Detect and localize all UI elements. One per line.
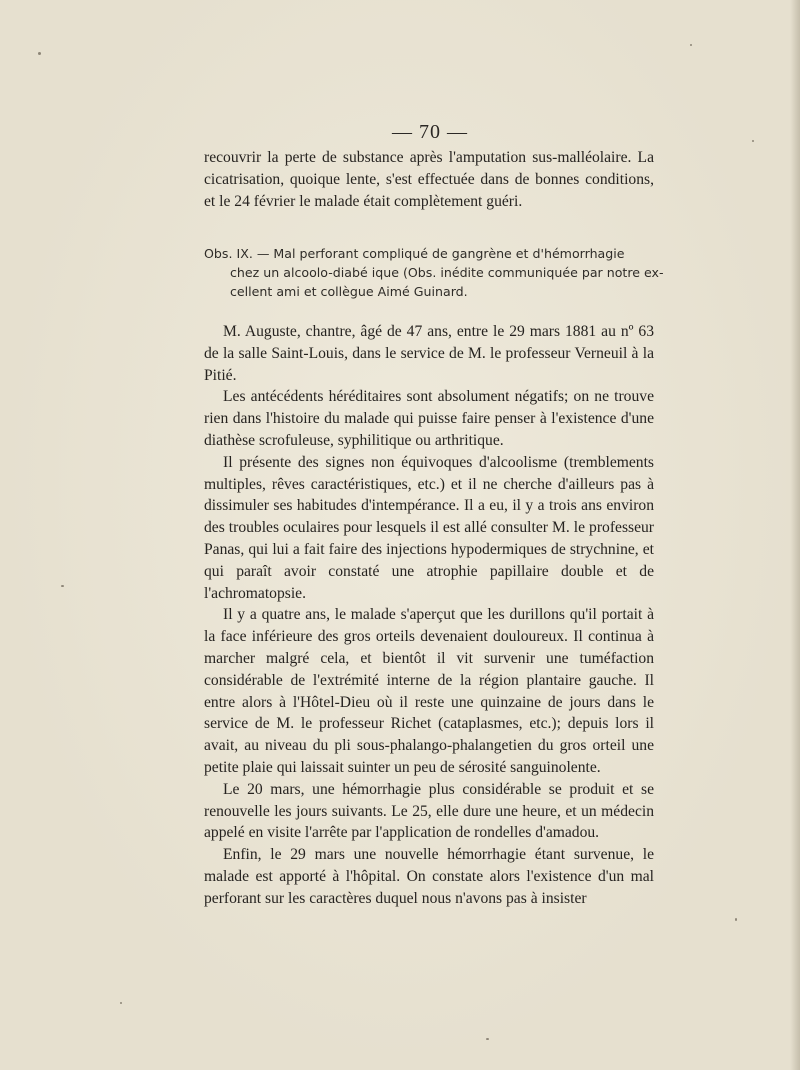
paper-speck bbox=[61, 585, 64, 587]
paper-speck bbox=[486, 1038, 489, 1040]
intro-paragraph: recouvrir la perte de substance après l'amputation sus-malléolaire. La cicatrisation, quoique lente, s'est effectuée dans de bonnes conditions, et le 24 février le malade était complètement guéri. bbox=[204, 149, 654, 210]
observation-heading-line-3: cellent ami et collègue Aimé Guinard. bbox=[230, 284, 468, 299]
body-paragraph: Il présente des signes non équivoques d'alcoolisme (tremblements multiples, rêves caractéristiques, etc.) et il ne cherche d'ailleurs pas à dissimuler ses habitudes d'intempérance. Il a eu, il y a trois ans environ des troubles oculaires pour lesquels il est allé consulter M. le professeur Panas, qui lui a fait faire des injections hypodermiques de strychnine, et qui paraît avoir constaté une atrophie papillaire double et de l'achromatopsie. bbox=[204, 453, 654, 602]
page-edge-shadow bbox=[790, 0, 800, 1070]
page-number: — 70 — bbox=[392, 121, 468, 143]
paper-speck bbox=[120, 1002, 122, 1004]
body-paragraph: Le 20 mars, une hémorrhagie plus considérable se produit et se renouvelle les jours suivants. Le 25, elle dure une heure, et un médecin appelé en visite l'arrête par l'application de rondelles d'amadou. bbox=[204, 780, 654, 842]
observation-body bbox=[204, 321, 654, 910]
observation-heading-line-2: chez un alcoolo-diabé ique (Obs. inédite communiquée par notre ex- bbox=[230, 265, 664, 280]
observation-heading-line-1: Obs. IX. — Mal perforant compliqué de gangrène et d'hémorrhagie bbox=[204, 246, 625, 261]
body-paragraph: Enfin, le 29 mars une nouvelle hémorrhagie étant survenue, le malade est apporté à l'hôpital. On constate alors l'existence d'un mal perforant sur les caractères duquel nous n'avons pas à insister bbox=[204, 846, 654, 907]
body-paragraph: Les antécédents héréditaires sont absolument négatifs; on ne trouve rien dans l'histoire du malade qui puisse faire penser à l'existence d'une diathèse scrofuleuse, syphilitique ou arthritique. bbox=[204, 388, 654, 449]
body-paragraph: Il y a quatre ans, le malade s'aperçut que les durillons qu'il portait à la face inférieure des gros orteils devenaient douloureux. Il continua à marcher malgré cela, et bientôt il vit survenir une tuméfaction considérable de l'extrémité interne de la région plantaire gauche. Il entre alors à l'Hôtel-Dieu où il reste une quinzaine de jours dans le service de M. le professeur Richet (cataplasmes, etc.); depuis lors il avait, au niveau du pli sous-phalango-phalangetien du gros orteil une petite plaie qui laissait suinter un peu de sérosité sanguinolente. bbox=[204, 606, 654, 776]
paper-speck bbox=[38, 52, 41, 55]
intro-paragraph-block bbox=[204, 147, 654, 212]
paper-speck bbox=[690, 44, 692, 46]
body-paragraph: M. Auguste, chantre, âgé de 47 ans, entre le 29 mars 1881 au nº 63 de la salle Saint-Louis, dans le service de M. le professeur Verneuil à la Pitié. bbox=[204, 323, 654, 384]
paper-speck bbox=[735, 918, 737, 921]
observation-heading bbox=[204, 244, 664, 301]
